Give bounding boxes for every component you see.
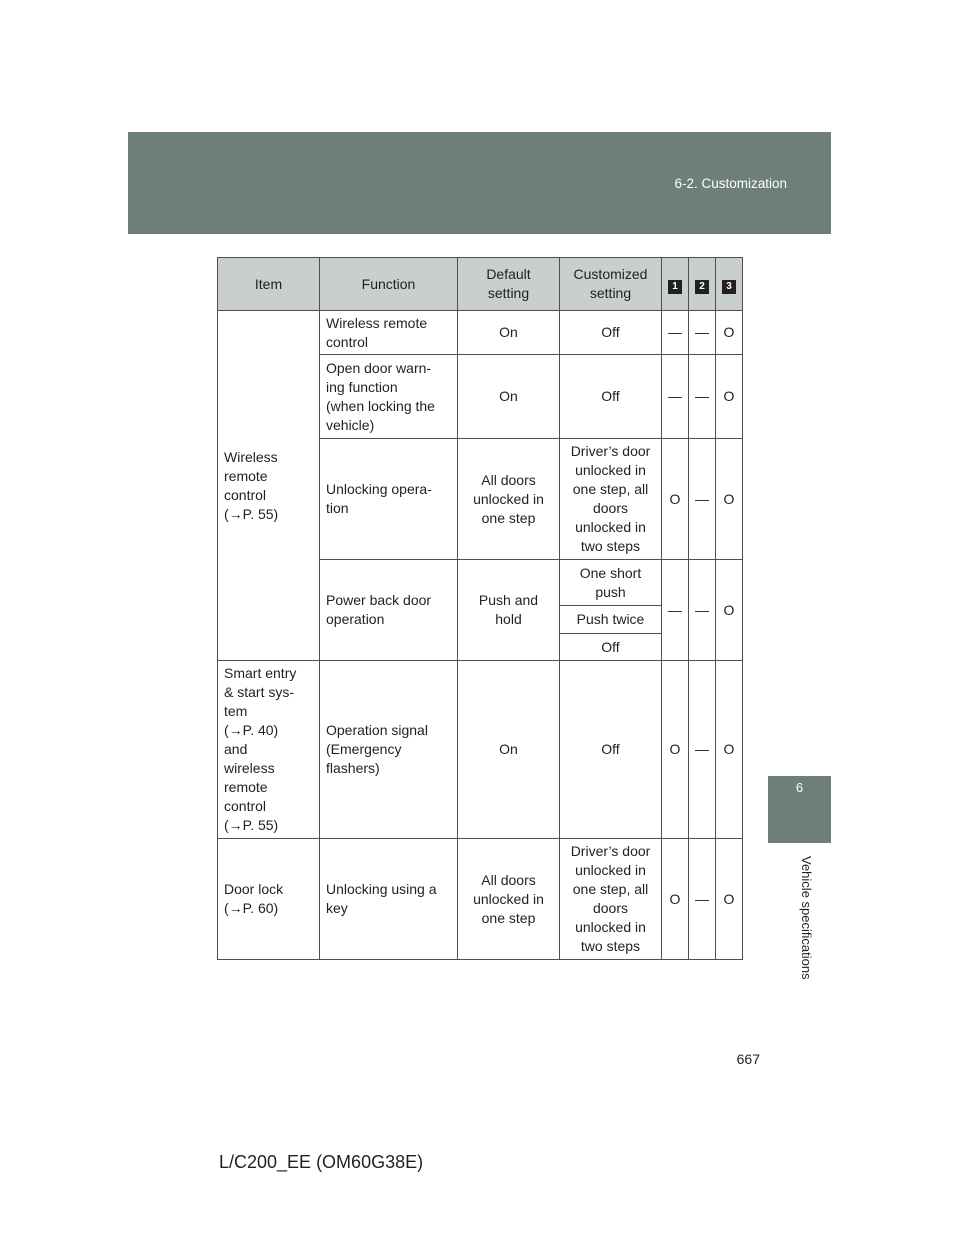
- mark-cell: O: [716, 439, 743, 560]
- mark-cell: —: [689, 839, 716, 960]
- customized-cell: Off: [560, 311, 662, 355]
- mark-cell: —: [689, 311, 716, 355]
- mark-2-icon: 2: [695, 280, 709, 294]
- mark-3-icon: 3: [722, 280, 736, 294]
- customized-cell: Off: [560, 355, 662, 439]
- mark-cell: O: [716, 560, 743, 661]
- mark-cell: —: [689, 560, 716, 661]
- page-number: 667: [736, 1051, 760, 1067]
- item-cell: Door lock (→P. 60): [218, 839, 320, 960]
- mark-cell: O: [716, 311, 743, 355]
- mark-cell: —: [689, 661, 716, 839]
- default-cell: On: [458, 311, 560, 355]
- mark-cell: O: [716, 355, 743, 439]
- default-cell: Push and hold: [458, 560, 560, 661]
- default-cell: All doors unlocked in one step: [458, 839, 560, 960]
- mark-cell: O: [662, 839, 689, 960]
- function-cell: Wireless remote control: [320, 311, 458, 355]
- default-cell: On: [458, 355, 560, 439]
- header-function: Function: [320, 258, 458, 311]
- chapter-tab: [768, 776, 831, 843]
- function-cell: Operation signal (Emergency flashers): [320, 661, 458, 839]
- mark-cell: O: [662, 661, 689, 839]
- item-cell: Smart entry & start sys- tem (→P. 40) and wireless remote control (→P. 55): [218, 661, 320, 839]
- customized-cell: Driver’s door unlocked in one step, all doors unlocked in two steps: [560, 839, 662, 960]
- chapter-number: 6: [795, 780, 804, 795]
- function-cell: Unlocking using a key: [320, 839, 458, 960]
- chapter-label: Vehicle specifications: [799, 856, 814, 980]
- header-default: Default setting: [458, 258, 560, 311]
- default-cell: On: [458, 661, 560, 839]
- mark-cell: —: [662, 560, 689, 661]
- table-row: [218, 661, 743, 839]
- table-header-row: [218, 258, 743, 311]
- customized-cell: Driver’s door unlocked in one step, all doors unlocked in two steps: [560, 439, 662, 560]
- default-cell: All doors unlocked in one step: [458, 439, 560, 560]
- mark-cell: O: [716, 661, 743, 839]
- function-cell: Power back door operation: [320, 560, 458, 661]
- mark-cell: —: [689, 439, 716, 560]
- section-title: 6-2. Customization: [674, 176, 787, 191]
- mark-cell: O: [716, 839, 743, 960]
- header-item: Item: [218, 258, 320, 311]
- mark-1-icon: 1: [668, 280, 682, 294]
- customized-cell: One short push: [560, 560, 662, 606]
- customized-cell: Push twice: [560, 606, 662, 634]
- document-code: L/C200_EE (OM60G38E): [219, 1152, 424, 1172]
- customized-cell: Off: [560, 634, 662, 661]
- customization-table: [217, 257, 743, 960]
- mark-cell: —: [662, 355, 689, 439]
- table-row: [218, 311, 743, 355]
- header-customized: Customized setting: [560, 258, 662, 311]
- function-cell: Unlocking opera- tion: [320, 439, 458, 560]
- item-cell: Wireless remote control (→P. 55): [218, 311, 320, 661]
- mark-cell: —: [662, 311, 689, 355]
- table-row: [218, 839, 743, 960]
- function-cell: Open door warn- ing function (when locking the vehicle): [320, 355, 458, 439]
- header-band: [128, 132, 831, 234]
- mark-cell: —: [689, 355, 716, 439]
- mark-cell: O: [662, 439, 689, 560]
- customized-cell: Off: [560, 661, 662, 839]
